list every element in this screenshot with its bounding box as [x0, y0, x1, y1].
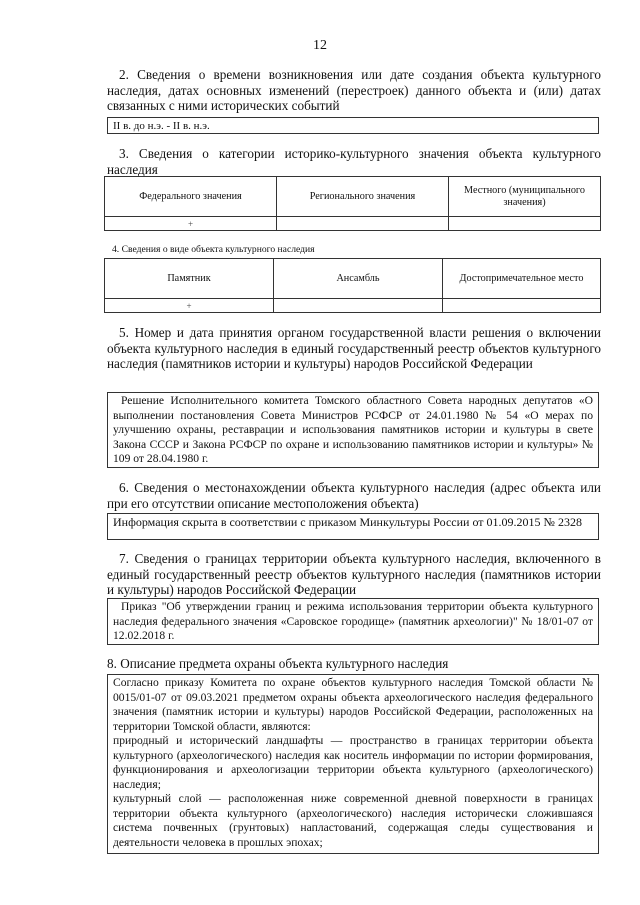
category-table: [104, 176, 601, 231]
type-ensemble: Ансамбль: [274, 259, 443, 299]
type-ensemble-mark: [274, 299, 443, 313]
section-4-heading: 4. Сведения о виде объекта культурного наследия: [112, 244, 315, 255]
section-6-heading: 6. Сведения о местонахождении объекта культурного наследия (адрес объекта или при его отсутствии описание местоположения объекта): [107, 480, 601, 511]
section-8-heading: 8. Описание предмета охраны объекта культурного наследия: [107, 656, 449, 671]
section-8-paragraph-2: природный и исторический ландшафты — пространство в границах территории объекта культурного (археологического) наследия как носитель информации по истории формирования, функционирования и археологизации территории объекта культурного (археологического) наследия;: [113, 734, 593, 791]
section-3-heading: 3. Сведения о категории историко-культурного значения объекта культурного наследия: [107, 146, 601, 177]
section-2-heading: 2. Сведения о времени возникновения или дате создания объекта культурного наследия, датах основных изменений (перестроек) данного объекта и (или) датах связанных с ними исторических событий: [107, 67, 601, 114]
section-8-paragraph-1: Согласно приказу Комитета по охране объектов культурного наследия Томской области № 0015/01-07 от 09.03.2021 предметом охраны объекта археологического наследия федерального значения (памятник истории и культуры) народов Российской Федерации, расположенных на территории Томской области, являются:: [113, 676, 593, 733]
section-5-value: Решение Исполнительного комитета Томского областного Совета народных депутатов «О выполнении постановления Совета Министров РСФСР от 24.01.1980 № 54 «О мерах по улучшению охраны, реставрации и использования памятников истории и культуры в свете Закона СССР и Закона РСФСР по охране и использованию памятников истории и культуры» № 109 от 28.04.1980 г.: [107, 392, 599, 468]
category-regional: Регионального значения: [277, 177, 449, 217]
type-monument: Памятник: [105, 259, 274, 299]
type-landmark: Достопримечательное место: [443, 259, 601, 299]
type-table: [104, 258, 601, 313]
category-local-mark: [449, 217, 601, 231]
type-landmark-mark: [443, 299, 601, 313]
section-5-heading: 5. Номер и дата принятия органом государственной власти решения о включении объекта культурного наследия в единый государственный реестр объектов культурного наследия (памятников истории и культуры) народов Российской Федерации: [107, 325, 601, 372]
page-number: 12: [313, 38, 327, 53]
section-8-paragraph-3: культурный слой — расположенная ниже современной дневной поверхности в границах территории объекта культурного (археологического) наследия исторически сложившаяся система почвенных (грунтовых) напластований, содержащая следы существования и деятельности человека в прошлых эпохах;: [113, 792, 593, 849]
category-regional-mark: [277, 217, 449, 231]
category-federal-mark: +: [105, 217, 277, 231]
section-7-value: Приказ "Об утверждении границ и режима использования территории объекта культурного наследия федерального значения «Саровское городище» (памятник археологии)" № 18/01-07 от 12.02.2018 г.: [107, 598, 599, 645]
section-2-value: II в. до н.э. - II в. н.э.: [107, 117, 599, 134]
section-6-value: Информация скрыта в соответствии с приказом Минкультуры России от 01.09.2015 № 2328: [107, 513, 599, 540]
type-monument-mark: +: [105, 299, 274, 313]
section-7-heading: 7. Сведения о границах территории объекта культурного наследия, включенного в единый государственный реестр объектов культурного наследия (памятников истории и культуры) народов Российской Федерации: [107, 551, 601, 598]
category-federal: Федерального значения: [105, 177, 277, 217]
section-8-value: [107, 674, 599, 854]
category-local: Местного (муниципального значения): [449, 177, 601, 217]
